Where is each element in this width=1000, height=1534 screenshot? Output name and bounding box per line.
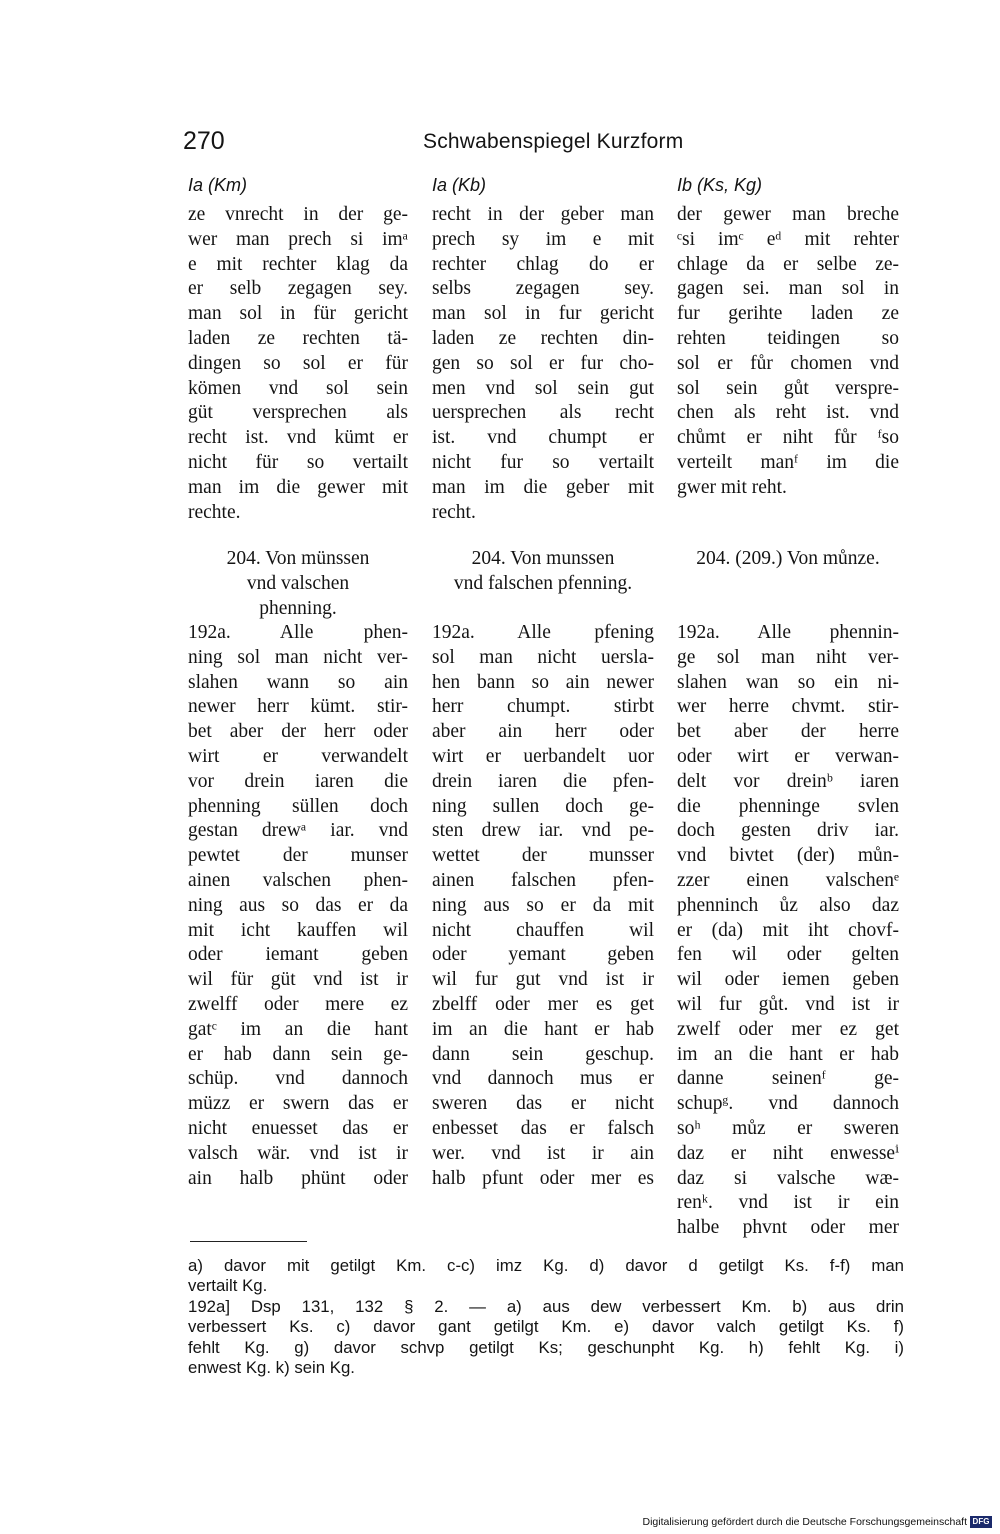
text-line: güt versprechen als bbox=[188, 402, 408, 424]
text-line: recht. bbox=[432, 501, 476, 523]
text-line: slahen wann so ain bbox=[188, 671, 408, 693]
text-line: sol man nicht uersla- bbox=[432, 646, 654, 668]
text-line: pewtet der munser bbox=[188, 845, 408, 867]
text-line: man sol in für gericht bbox=[188, 303, 408, 325]
text-line: recht in der geber man bbox=[432, 204, 654, 225]
text-line: man sol in fur gericht bbox=[432, 303, 654, 325]
text-line: wil oder iemen geben bbox=[677, 969, 899, 991]
text-line: wil fur gůt. vnd ist ir bbox=[677, 993, 899, 1015]
siglum-column-2: Ia (Kb) bbox=[432, 175, 487, 195]
text-line: zbelff oder mer es get bbox=[432, 993, 654, 1015]
text-line: wirt er uerbandelt uor bbox=[432, 745, 654, 767]
heading-line: 204. (209.) Von můnze. bbox=[696, 548, 880, 569]
text-line: enbesset das er falsch bbox=[432, 1117, 654, 1139]
text-line: halbe phvnt oder mer bbox=[677, 1217, 899, 1239]
heading-line: 204. Von münssen bbox=[226, 548, 370, 569]
footnote-line: fehlt Kg. g) davor schvp getilgt Ks; geschunpht Kg. h) fehlt Kg. i) bbox=[188, 1337, 904, 1357]
text-line: oder yemant geben bbox=[432, 944, 654, 966]
text-line: danne seinenᶠ ge- bbox=[677, 1068, 899, 1090]
text-line: ist. vnd chumpt er bbox=[432, 427, 654, 449]
text-line: daz si valsche wæ- bbox=[677, 1167, 899, 1189]
footnote-line: 192a] Dsp 131, 132 § 2. — a) aus dew verbessert Km. b) aus drin bbox=[188, 1296, 904, 1316]
page-number: 270 bbox=[183, 127, 225, 155]
text-line: 192a. Alle phen- bbox=[188, 622, 408, 643]
text-line: ainen falschen pfen- bbox=[432, 869, 654, 891]
text-line: wirt er verwandelt bbox=[188, 745, 408, 767]
text-line: e mit rechter klag da bbox=[188, 253, 408, 275]
text-line: zzer einen valschenᵉ bbox=[677, 869, 899, 891]
text-line: recht ist. vnd kümt er bbox=[188, 427, 408, 449]
text-line: man im die geber mit bbox=[432, 476, 654, 498]
text-line: rehten teidingen so bbox=[677, 327, 899, 349]
text-line: soʰ můz er sweren bbox=[677, 1117, 899, 1139]
text-line: vnd bivtet (der) můn- bbox=[677, 845, 899, 867]
text-line: vor drein iaren die bbox=[188, 770, 408, 792]
text-line: der gewer man breche bbox=[677, 204, 899, 225]
text-line: nicht für so vertailt bbox=[188, 451, 408, 473]
text-line: müzz er swern das er bbox=[188, 1093, 408, 1115]
text-line: wer herre chvmt. stir- bbox=[677, 696, 899, 718]
text-line: gwer mit reht. bbox=[677, 476, 787, 498]
text-line: doch gesten driv iar. bbox=[677, 820, 899, 842]
text-line: valsch wär. vnd ist ir bbox=[188, 1142, 408, 1164]
text-line: im an die hant er hab bbox=[677, 1043, 899, 1065]
footnotes bbox=[188, 1256, 904, 1378]
text-line: daz er niht enwesseⁱ bbox=[677, 1142, 899, 1164]
text-line: schupᵍ. vnd dannoch bbox=[677, 1093, 899, 1115]
text-line: man im die gewer mit bbox=[188, 476, 408, 498]
heading-line: vnd falschen pfenning. bbox=[453, 572, 633, 594]
text-line: nicht fur so vertailt bbox=[432, 451, 654, 473]
text-line: er hab dann sein ge- bbox=[188, 1043, 408, 1065]
siglum-column-3: Ib (Ks, Kg) bbox=[677, 175, 763, 195]
text-line: vnd dannoch mus er bbox=[432, 1068, 654, 1090]
footnote-line: enwest Kg. k) sein Kg. bbox=[188, 1358, 355, 1378]
text-line: uersprechen als recht bbox=[432, 402, 654, 424]
text-line: sol er fůr chomen vnd bbox=[677, 352, 899, 374]
column-3-heading bbox=[670, 547, 906, 572]
text-line: gagen sei. man sol in bbox=[677, 278, 899, 300]
column-2-text-top bbox=[432, 203, 654, 525]
text-line: ge sol man niht ver- bbox=[677, 646, 899, 668]
text-line: chen als reht ist. vnd bbox=[677, 402, 899, 424]
text-line: prech sy im e mit bbox=[432, 228, 654, 250]
text-line: ze vnrecht in der ge- bbox=[188, 204, 408, 225]
text-line: newer herr kümt. stir- bbox=[188, 696, 408, 718]
text-line: men vnd sol sein gut bbox=[432, 377, 654, 399]
text-line: gen so sol er fur cho- bbox=[432, 352, 654, 374]
text-line: die phenninge svlen bbox=[677, 795, 899, 817]
running-head: Schwabenspiegel Kurzform bbox=[423, 130, 684, 153]
text-line: selbs zegagen sey. bbox=[432, 278, 654, 300]
footnote-line: verbessert Ks. c) davor gant getilgt Km. e) davor valch getilgt Ks. f) bbox=[188, 1317, 904, 1337]
siglum-column-1: Ia (Km) bbox=[188, 175, 248, 195]
text-line: wer. vnd ist ir ain bbox=[432, 1142, 654, 1164]
text-line: chlage da er selbe ze- bbox=[677, 253, 899, 275]
text-line: renᵏ. vnd ist ir ein bbox=[677, 1192, 899, 1214]
text-line: laden ze rechten din- bbox=[432, 327, 654, 349]
text-line: hen bann so ain newer bbox=[432, 671, 654, 693]
text-line: ning sol man nicht ver- bbox=[188, 646, 408, 668]
text-line: oder iemant geben bbox=[188, 944, 408, 966]
text-line: ning aus so das er da bbox=[188, 894, 408, 916]
footnote-rule bbox=[190, 1241, 307, 1242]
text-line: wil für güt vnd ist ir bbox=[188, 969, 408, 991]
text-line: phenning süllen doch bbox=[188, 795, 408, 817]
text-line: wer man prech si imᵃ bbox=[188, 228, 408, 250]
text-line: nicht enuesset das er bbox=[188, 1117, 408, 1139]
text-line: verteilt manᶠ im die bbox=[677, 451, 899, 473]
footnote-line: a) davor mit getilgt Km. c-c) imz Kg. d) davor d getilgt Ks. f-f) man bbox=[188, 1256, 904, 1275]
text-line: mit icht kauffen wil bbox=[188, 919, 408, 941]
column-1-heading bbox=[188, 547, 408, 621]
dfg-logo: DFG bbox=[970, 1516, 992, 1528]
heading-line: 204. Von munssen bbox=[471, 548, 615, 569]
column-3-text-bottom bbox=[677, 621, 899, 1241]
column-1-text-top bbox=[188, 203, 408, 525]
heading-line: vnd valschen bbox=[246, 572, 350, 594]
text-line: wettet der munsser bbox=[432, 845, 654, 867]
text-line: laden ze rechten tä- bbox=[188, 327, 408, 349]
heading-line: phenning. bbox=[259, 597, 337, 619]
text-line: ain halb phünt oder bbox=[188, 1167, 408, 1189]
text-line: oder wirt er verwan- bbox=[677, 745, 899, 767]
text-line: sol sein gůt verspre- bbox=[677, 377, 899, 399]
text-line: fur gerihte laden ze bbox=[677, 303, 899, 325]
text-line: bet aber der herr oder bbox=[188, 721, 408, 743]
column-2-heading bbox=[426, 547, 660, 597]
text-line: dingen so sol er für bbox=[188, 352, 408, 374]
text-line: bet aber der herre bbox=[677, 721, 899, 743]
text-line: dann sein geschup. bbox=[432, 1043, 654, 1065]
text-line: gatᶜ im an die hant bbox=[188, 1018, 408, 1040]
column-1-text-bottom bbox=[188, 621, 408, 1191]
credit-text: Digitalisierung gefördert durch die Deutsche Forschungsgemeinschaft bbox=[642, 1516, 967, 1528]
text-line: phenninch ůz also daz bbox=[677, 894, 899, 916]
text-line: zwelf oder mer ez get bbox=[677, 1018, 899, 1040]
text-line: 192a. Alle pfening bbox=[432, 622, 654, 643]
text-line: ning aus so er da mit bbox=[432, 894, 654, 916]
text-line: chůmt er niht fůr ᶠso bbox=[677, 427, 899, 449]
footnote-line: vertailt Kg. bbox=[188, 1276, 268, 1296]
text-line: rechte. bbox=[188, 501, 241, 523]
text-line: er selb zegagen sey. bbox=[188, 278, 408, 300]
text-line: ᶜsi imᶜ eᵈ mit rehter bbox=[677, 228, 899, 250]
text-line: zwelff oder mere ez bbox=[188, 993, 408, 1015]
text-line: ning sullen doch ge- bbox=[432, 795, 654, 817]
text-line: er (da) mit iht chovf- bbox=[677, 919, 899, 941]
text-line: halb pfunt oder mer es bbox=[432, 1167, 654, 1189]
column-3-text-top bbox=[677, 203, 899, 501]
text-line: sweren das er nicht bbox=[432, 1093, 654, 1115]
text-line: kömen vnd sol sein bbox=[188, 377, 408, 399]
text-line: im an die hant er hab bbox=[432, 1018, 654, 1040]
text-line: herr chumpt. stirbt bbox=[432, 696, 654, 718]
text-line: wil fur gut vnd ist ir bbox=[432, 969, 654, 991]
text-line: drein iaren die pfen- bbox=[432, 770, 654, 792]
text-line: aber ain herr oder bbox=[432, 721, 654, 743]
digitization-credit bbox=[642, 1516, 992, 1528]
text-line: gestan drewᵃ iar. vnd bbox=[188, 820, 408, 842]
text-line: 192a. Alle phennin- bbox=[677, 622, 899, 643]
text-line: ainen valschen phen- bbox=[188, 869, 408, 891]
text-line: slahen wan so ein ni- bbox=[677, 671, 899, 693]
column-2-text-bottom bbox=[432, 621, 654, 1191]
text-line: sten drew iar. vnd pe- bbox=[432, 820, 654, 842]
text-line: fen wil oder gelten bbox=[677, 944, 899, 966]
text-line: rechter chlag do er bbox=[432, 253, 654, 275]
text-line: schüp. vnd dannoch bbox=[188, 1068, 408, 1090]
text-line: nicht chauffen wil bbox=[432, 919, 654, 941]
text-line: delt vor dreinᵇ iaren bbox=[677, 770, 899, 792]
